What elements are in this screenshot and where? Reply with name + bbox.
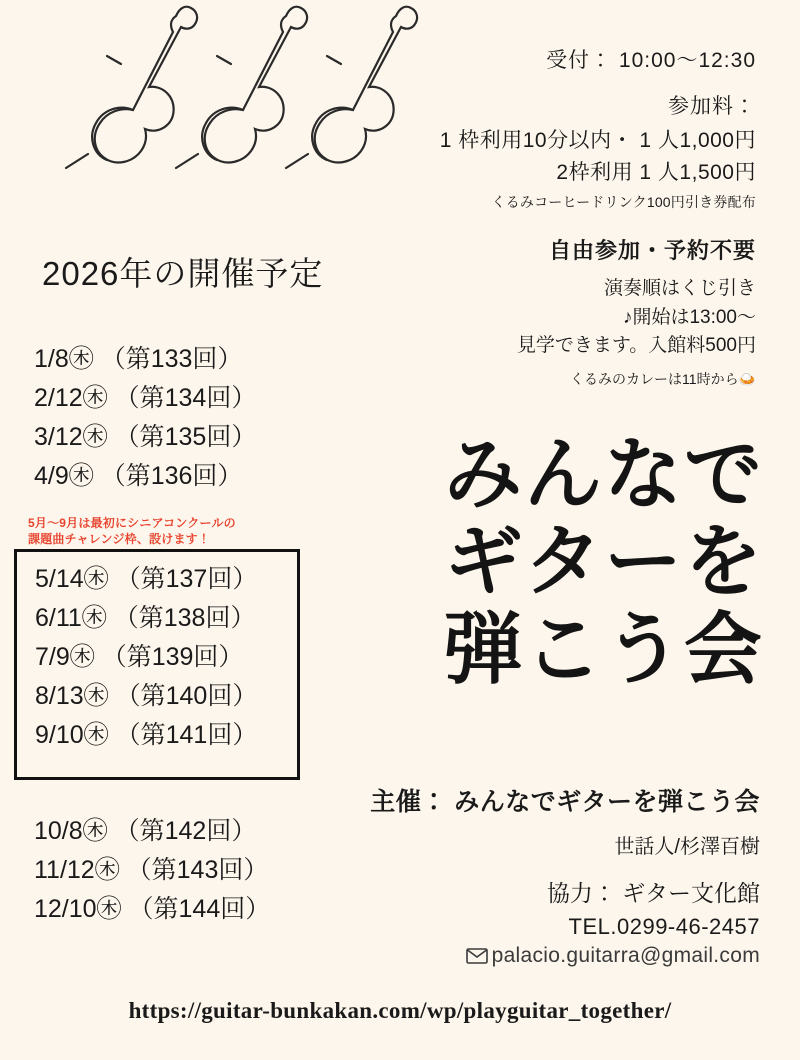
list-item: 12/10㊍ （第144回）	[34, 895, 271, 923]
website-url[interactable]: https://guitar-bunkakan.com/wp/playguitar_together/	[128, 998, 672, 1023]
senior-concours-note-line-1: 5月〜9月は最初にシニアコンクールの	[28, 516, 236, 530]
title-line-2: ギターを	[444, 517, 764, 608]
list-item: 11/12㊍ （第143回）	[34, 856, 269, 884]
envelope-icon	[466, 946, 488, 970]
email-address: palacio.guitarra@gmail.com	[491, 944, 760, 967]
list-item: 7/9㊍ （第139回）	[35, 643, 244, 671]
reception-time: 受付： 10:00〜12:30	[546, 49, 756, 72]
senior-concours-note-line-2: 課題曲チャレンジ枠、設けます！	[28, 532, 211, 547]
list-item: 6/11㊍ （第138回）	[35, 604, 256, 632]
title-line-1: みんなで	[443, 430, 764, 520]
list-item: 9/10㊍ （第141回）	[35, 721, 258, 749]
senior-concours-note	[28, 515, 313, 547]
list-item: 8/13㊍ （第140回）	[35, 682, 258, 710]
list-item: 4/9㊍ （第136回）	[34, 462, 243, 490]
highlighted-schedule-box	[14, 549, 300, 780]
fee-title: 参加料：	[668, 95, 756, 118]
list-item: 2/12㊍ （第134回）	[34, 384, 257, 412]
free-participation-note: 自由参加・予約不要	[548, 238, 756, 263]
telephone-number: TEL.0299-46-2457	[568, 914, 760, 939]
poster-main-title	[334, 432, 764, 694]
page-title: 2026年の開催予定	[42, 255, 324, 292]
fee-line-2: 2枠利用 1 人1,500円	[556, 161, 756, 184]
curry-note: くるみのカレーは11時から🍛	[570, 370, 756, 387]
list-item: 1/8㊍ （第133回）	[34, 345, 243, 373]
detail-line-2: ♪開始は13:00〜	[622, 306, 756, 328]
detail-line-3: 見学できます。入館料500円	[516, 335, 756, 356]
organizer-block	[280, 782, 760, 970]
event-info-block	[376, 44, 756, 389]
list-item: 10/8㊍ （第142回）	[34, 817, 257, 845]
detail-line-1: 演奏順はくじ引き	[603, 278, 756, 299]
schedule-list-first	[28, 340, 328, 496]
caretaker-name: 世話人/杉澤百樹	[614, 836, 760, 858]
title-line-3: 弾こう会	[443, 604, 764, 695]
cooperation-name: 協力： ギター文化館	[546, 880, 760, 906]
coffee-coupon-note: くるみコーヒードリンク100円引き券配布	[491, 194, 756, 210]
host-name: 主催： みんなでギターを弾こう会	[370, 788, 760, 816]
list-item: 5/14㊍ （第137回）	[35, 565, 258, 593]
guitar-doodle-icon	[28, 4, 428, 234]
email-address-row	[280, 944, 760, 970]
fee-line-1: 1 枠利用10分以内・ 1 人1,000円	[439, 129, 756, 152]
list-item: 3/12㊍ （第135回）	[34, 423, 257, 451]
